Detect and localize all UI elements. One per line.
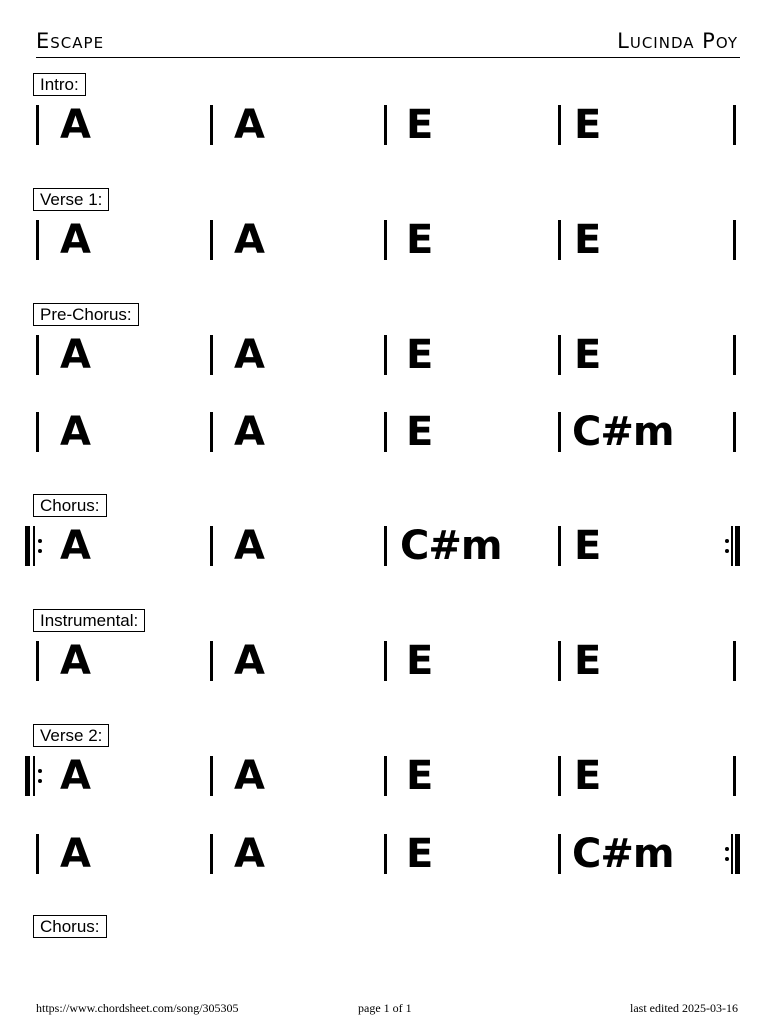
chord-symbol: E xyxy=(406,831,434,877)
barline xyxy=(733,105,736,145)
barline xyxy=(558,412,561,452)
repeat-start-barline xyxy=(25,756,45,796)
song-title: Escape xyxy=(36,29,105,53)
song-header xyxy=(36,30,740,58)
section-label: Chorus: xyxy=(33,494,107,517)
chord-symbol: A xyxy=(60,409,91,455)
repeat-dot xyxy=(725,549,729,553)
barline xyxy=(210,335,213,375)
chord-symbol: E xyxy=(574,102,602,148)
repeat-dot xyxy=(725,857,729,861)
chord-symbol: A xyxy=(60,217,91,263)
barline xyxy=(36,641,39,681)
chord-symbol: A xyxy=(234,102,265,148)
barline xyxy=(733,412,736,452)
chord-row xyxy=(0,408,768,456)
barline xyxy=(384,834,387,874)
barline xyxy=(384,526,387,566)
barline xyxy=(733,641,736,681)
chord-row xyxy=(0,216,768,264)
footer-url: https://www.chordsheet.com/song/305305 xyxy=(36,1001,239,1015)
chord-row xyxy=(0,637,768,685)
chord-symbol: E xyxy=(406,409,434,455)
barline xyxy=(36,335,39,375)
barline xyxy=(210,526,213,566)
barline xyxy=(558,756,561,796)
thick-line xyxy=(25,756,30,796)
chord-symbol: C#m xyxy=(400,523,502,569)
barline xyxy=(558,834,561,874)
barline xyxy=(558,220,561,260)
barline xyxy=(384,412,387,452)
repeat-dot xyxy=(38,769,42,773)
chord-row xyxy=(0,331,768,379)
chord-symbol: A xyxy=(234,332,265,378)
barline xyxy=(36,412,39,452)
repeat-start-barline xyxy=(25,526,45,566)
song-artist: Lucinda Poy xyxy=(617,29,738,53)
barline xyxy=(558,641,561,681)
barline xyxy=(210,220,213,260)
repeat-dot xyxy=(725,847,729,851)
chord-symbol: E xyxy=(574,523,602,569)
barline xyxy=(733,335,736,375)
footer-last-edited: last edited 2025-03-16 xyxy=(630,1001,738,1015)
chord-symbol: A xyxy=(234,523,265,569)
chord-symbol: E xyxy=(574,753,602,799)
barline xyxy=(558,526,561,566)
barline xyxy=(733,756,736,796)
thin-line xyxy=(33,756,35,796)
footer-page-number: page 1 of 1 xyxy=(358,1001,412,1015)
section-label: Intro: xyxy=(33,73,86,96)
section-label: Instrumental: xyxy=(33,609,145,632)
repeat-dot xyxy=(38,549,42,553)
chord-row xyxy=(0,101,768,149)
chord-symbol: E xyxy=(574,638,602,684)
chord-symbol: A xyxy=(234,217,265,263)
thick-line xyxy=(735,526,740,566)
page-footer xyxy=(36,1000,740,1016)
thin-line xyxy=(731,526,733,566)
barline xyxy=(384,756,387,796)
chord-row xyxy=(0,522,768,570)
chord-symbol: A xyxy=(60,523,91,569)
thin-line xyxy=(33,526,35,566)
chord-symbol: E xyxy=(574,217,602,263)
chord-symbol: A xyxy=(60,638,91,684)
barline xyxy=(558,105,561,145)
chord-symbol: E xyxy=(406,332,434,378)
chord-row xyxy=(0,752,768,800)
repeat-dot xyxy=(38,779,42,783)
chord-symbol: E xyxy=(406,638,434,684)
barline xyxy=(384,105,387,145)
chord-symbol: A xyxy=(60,831,91,877)
section-label: Verse 2: xyxy=(33,724,109,747)
section-label: Pre-Chorus: xyxy=(33,303,139,326)
chord-symbol: A xyxy=(60,102,91,148)
chord-symbol: E xyxy=(574,332,602,378)
chord-symbol: A xyxy=(234,409,265,455)
barline xyxy=(384,335,387,375)
thin-line xyxy=(731,834,733,874)
chord-symbol: A xyxy=(234,638,265,684)
chord-symbol: E xyxy=(406,102,434,148)
barline xyxy=(210,756,213,796)
thick-line xyxy=(25,526,30,566)
barline xyxy=(210,412,213,452)
barline xyxy=(210,105,213,145)
chord-symbol: E xyxy=(406,753,434,799)
section-label: Chorus: xyxy=(33,915,107,938)
barline xyxy=(210,641,213,681)
repeat-end-barline xyxy=(723,526,743,566)
barline xyxy=(384,641,387,681)
chord-symbol: A xyxy=(234,831,265,877)
repeat-dot xyxy=(38,539,42,543)
thick-line xyxy=(735,834,740,874)
barline xyxy=(733,220,736,260)
barline xyxy=(210,834,213,874)
chord-row xyxy=(0,830,768,878)
repeat-end-barline xyxy=(723,834,743,874)
section-label: Verse 1: xyxy=(33,188,109,211)
repeat-dot xyxy=(725,539,729,543)
barline xyxy=(36,834,39,874)
barline xyxy=(36,105,39,145)
chord-symbol: A xyxy=(60,753,91,799)
barline xyxy=(384,220,387,260)
chord-symbol: C#m xyxy=(572,409,674,455)
chord-symbol: C#m xyxy=(572,831,674,877)
chord-symbol: A xyxy=(234,753,265,799)
chord-symbol: E xyxy=(406,217,434,263)
barline xyxy=(36,220,39,260)
chord-symbol: A xyxy=(60,332,91,378)
barline xyxy=(558,335,561,375)
